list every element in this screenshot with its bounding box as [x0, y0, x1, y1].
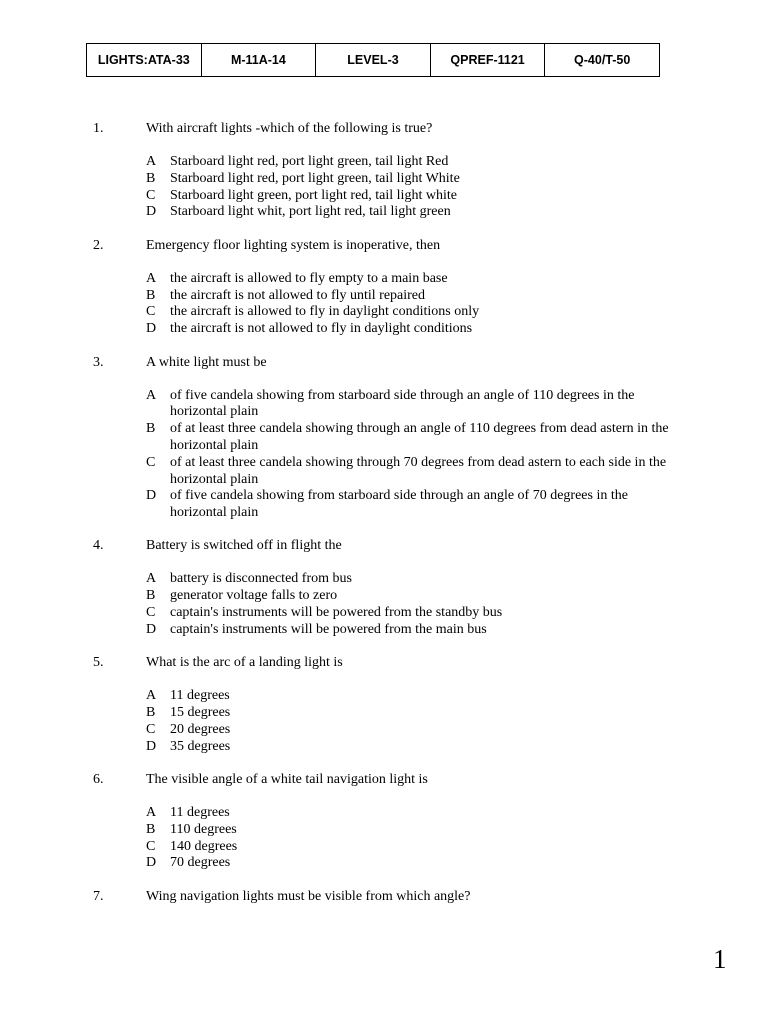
option-a [0, 805, 768, 822]
option-a [0, 388, 768, 422]
option-list [0, 271, 768, 338]
question-list [0, 121, 768, 922]
option-label: D [146, 321, 157, 337]
option-text: Starboard light whit, port light red, tail light green [170, 204, 451, 220]
option-label: D [146, 488, 157, 504]
option-text: the aircraft is allowed to fly empty to a main base [170, 270, 448, 286]
option-text: Starboard light red, port light green, tail light Red [170, 153, 449, 169]
option-label: C [146, 838, 156, 854]
header-cell-module: M-11A-14 [201, 44, 316, 77]
header-cell-level: LEVEL-3 [316, 44, 431, 77]
option-d [0, 488, 768, 522]
option-list [0, 154, 768, 221]
option-c [0, 722, 768, 739]
option-label: A [146, 688, 157, 704]
option-a [0, 271, 768, 288]
question-text: With aircraft lights -which of the following is true? [146, 121, 433, 136]
option-label: C [146, 605, 156, 621]
option-c [0, 839, 768, 856]
option-text: Starboard light green, port light red, tail light white [170, 187, 457, 203]
option-a [0, 154, 768, 171]
option-label: A [146, 805, 157, 820]
option-text: the aircraft is not allowed to fly in daylight conditions [170, 321, 473, 337]
option-d [0, 739, 768, 756]
option-d [0, 622, 768, 639]
option-label: A [146, 387, 157, 403]
option-label: C [146, 304, 156, 320]
option-d [0, 855, 768, 872]
question-2 [0, 238, 768, 338]
option-text: the aircraft is not allowed to fly until repaired [170, 287, 426, 303]
question-6 [0, 772, 768, 872]
question-text: What is the arc of a landing light is [146, 655, 343, 671]
header-cell-count: Q-40/T-50 [545, 44, 660, 77]
option-label: D [146, 855, 157, 871]
question-7 [0, 889, 768, 906]
question-text: Wing navigation lights must be visible from which angle? [146, 888, 471, 904]
option-text: of at least three candela showing through 70 degrees from dead astern to each side in the horizontal plain [170, 454, 667, 487]
option-label: B [146, 705, 156, 721]
question-number: 4. [93, 538, 104, 554]
option-b [0, 588, 768, 605]
option-label: B [146, 588, 156, 604]
question-number: 2. [93, 237, 104, 253]
question-5 [0, 655, 768, 755]
question-number: 5. [93, 655, 104, 671]
question-4 [0, 538, 768, 638]
option-b [0, 288, 768, 305]
option-c [0, 605, 768, 622]
option-text: 140 degrees [170, 838, 238, 854]
option-label: D [146, 204, 157, 220]
option-text: 11 degrees [170, 805, 230, 820]
question-number: 6. [93, 772, 104, 788]
option-c [0, 188, 768, 205]
question-text: The visible angle of a white tail navigation light is [146, 772, 428, 788]
option-text: of at least three candela showing through an angle of 110 degrees from dead astern in the horizontal plain [170, 421, 669, 453]
question-number: 1. [93, 121, 104, 136]
page-number: 1 [713, 944, 727, 974]
option-text: 70 degrees [170, 855, 231, 871]
option-text: battery is disconnected from bus [170, 571, 352, 587]
option-label: B [146, 821, 156, 837]
question-1 [0, 121, 768, 221]
question-number: 3. [93, 354, 104, 370]
option-label: B [146, 421, 156, 437]
option-text: captain's instruments will be powered from the standby bus [170, 605, 503, 621]
header-table [86, 43, 660, 77]
option-label: C [146, 187, 156, 203]
option-text: 15 degrees [170, 705, 231, 721]
option-label: D [146, 738, 157, 754]
header-row [87, 44, 660, 77]
option-text: of five candela showing from starboard side through an angle of 110 degrees in the horizontal plain [170, 387, 635, 420]
option-a [0, 688, 768, 705]
option-text: the aircraft is allowed to fly in daylight conditions only [170, 304, 480, 320]
option-text: 11 degrees [170, 688, 230, 704]
option-list [0, 571, 768, 638]
option-text: 110 degrees [170, 821, 237, 837]
question-text: Emergency floor lighting system is inoperative, then [146, 237, 441, 253]
option-label: C [146, 721, 156, 737]
option-b [0, 822, 768, 839]
option-list [0, 805, 768, 872]
option-label: B [146, 287, 156, 303]
question-text: Battery is switched off in flight the [146, 538, 342, 554]
header-cell-topic: LIGHTS:ATA-33 [87, 44, 202, 77]
option-label: A [146, 571, 157, 587]
question-3 [0, 355, 768, 522]
option-text: Starboard light red, port light green, tail light White [170, 170, 460, 186]
option-label: A [146, 270, 157, 286]
option-text: of five candela showing from starboard side through an angle of 70 degrees in the horizontal plain [170, 488, 628, 521]
option-list [0, 388, 768, 522]
option-label: C [146, 454, 156, 470]
option-a [0, 571, 768, 588]
option-list [0, 688, 768, 755]
option-d [0, 204, 768, 221]
question-number: 7. [93, 888, 104, 904]
option-b [0, 421, 768, 455]
option-c [0, 304, 768, 321]
option-b [0, 705, 768, 722]
question-text: A white light must be [146, 354, 267, 370]
option-label: A [146, 153, 157, 169]
option-label: D [146, 621, 157, 637]
header-cell-ref: QPREF-1121 [430, 44, 545, 77]
option-text: generator voltage falls to zero [170, 588, 338, 604]
option-label: B [146, 170, 156, 186]
option-text: 20 degrees [170, 721, 231, 737]
option-d [0, 321, 768, 338]
option-text: 35 degrees [170, 738, 231, 754]
option-b [0, 171, 768, 188]
option-text: captain's instruments will be powered from the main bus [170, 621, 487, 637]
option-c [0, 455, 768, 489]
